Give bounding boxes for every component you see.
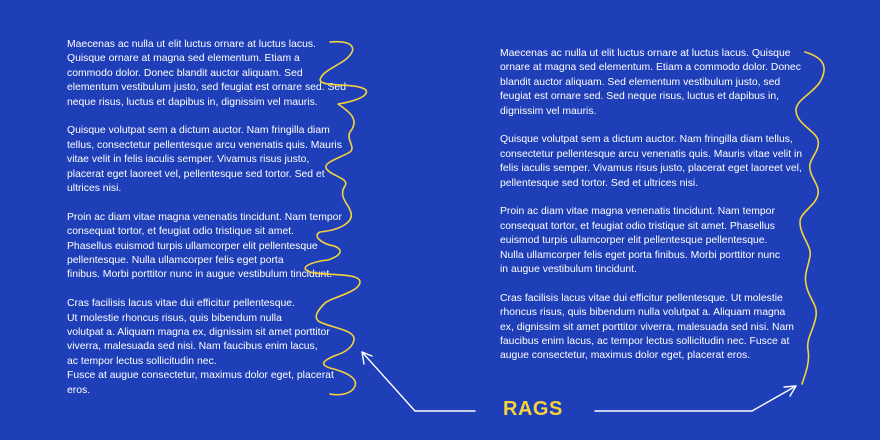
left-text-line: eros. xyxy=(67,384,91,396)
ragged-text-column-right xyxy=(500,47,825,378)
left-text-line: Proin ac diam vitae magna venenatis tincidunt. Nam tempor xyxy=(67,211,342,223)
right-text-line: feugiat est ornare sed. Sed neque risus, luctus et dapibus in, xyxy=(500,91,779,103)
right-paragraph xyxy=(500,292,825,364)
left-paragraph xyxy=(67,124,367,196)
right-text-line: pellentesque sed tortor. Sed et ultrices nisi. xyxy=(500,177,699,189)
arrow-right xyxy=(595,386,796,411)
rags-label: RAGS xyxy=(503,398,563,420)
arrow-left xyxy=(362,352,475,411)
right-text-line: ornare at magna sed elementum. Etiam a commodo dolor. Donec xyxy=(500,62,801,74)
left-text-line: tellus, consectetur pellentesque arcu venenatis quis. Mauris xyxy=(67,139,342,151)
left-paragraph xyxy=(67,297,367,398)
left-text-line: commodo dolor. Donec blandit auctor aliquam. Sed xyxy=(67,67,303,79)
left-text-line: volutpat a. Aliquam magna ex, dignissim sit amet porttitor xyxy=(67,327,330,339)
right-text-line: euismod turpis ullamcorper elit pellentesque pellentesque. xyxy=(500,235,768,247)
left-text-line: Phasellus euismod turpis ullamcorper elit pellentesque xyxy=(67,240,318,252)
left-paragraph xyxy=(67,38,367,110)
right-text-line: felis iaculis semper. Vivamus risus justo, placerat eget laoreet vel, xyxy=(500,163,802,175)
right-text-line: in augue vestibulum tincidunt. xyxy=(500,264,637,276)
right-text-line: Maecenas ac nulla ut elit luctus ornare at luctus lacus. Quisque xyxy=(500,48,791,59)
left-text-line: Maecenas ac nulla ut elit luctus ornare at luctus lacus. xyxy=(67,39,316,50)
right-text-line: dignissim vel mauris. xyxy=(500,105,597,117)
right-text-line: Quisque volutpat sem a dictum auctor. Nam fringilla diam tellus, xyxy=(500,134,793,146)
left-text-line: consequat tortor, et feugiat odio tristique sit amet. xyxy=(67,226,294,238)
left-text-line: Quisque volutpat sem a dictum auctor. Nam fringilla diam xyxy=(67,125,330,137)
left-text-line: placerat eget laoreet vel, pellentesque sed tortor. Sed et xyxy=(67,168,325,180)
left-text-line: elementum vestibulum justo, sed feugiat est ornare sed. Sed xyxy=(67,82,346,94)
left-text-line: Cras facilisis lacus vitae dui efficitur pellentesque. xyxy=(67,298,295,310)
right-text-line: Cras facilisis lacus vitae dui efficitur pellentesque. Ut molestie xyxy=(500,292,783,304)
left-paragraph xyxy=(67,211,367,283)
right-text-line: faucibus enim lacus, ac tempor lectus sollicitudin nec. Fusce at xyxy=(500,336,790,348)
right-text-line: ex, dignissim sit amet porttitor viverra, malesuada sed nisi. Nam xyxy=(500,321,794,333)
left-text-line: viverra, malesuada sed nisi. Nam faucibus enim lacus, xyxy=(67,341,318,353)
right-text-line: augue consectetur, maximus dolor eget, placerat eros. xyxy=(500,350,751,362)
right-text-line: consectetur pellentesque arcu venenatis quis. Mauris vitae velit in xyxy=(500,148,803,160)
arrow-right-head xyxy=(784,386,796,396)
left-text-line: vitae velit in felis iaculis semper. Vivamus risus justo, xyxy=(67,154,310,166)
left-text-line: Fusce at augue consectetur, maximus dolor eget, placerat xyxy=(67,370,334,382)
left-text-line: pellentesque. Nulla ullamcorper felis eget porta xyxy=(67,255,284,267)
left-text-line: Ut molestie rhoncus risus, quis bibendum nulla xyxy=(67,312,282,324)
left-text-line: finibus. Morbi porttitor nunc in augue vestibulum tincidunt. xyxy=(67,269,333,281)
right-text-line: consequat tortor, et feugiat odio tristique sit amet. Phasellus xyxy=(500,220,775,232)
left-text-line: Quisque ornare at magna sed elementum. Etiam a xyxy=(67,53,300,65)
right-text-line: Nulla ullamcorper felis eget porta finibus. Morbi porttitor nunc xyxy=(500,249,781,261)
right-text-line: blandit auctor aliquam. Sed elementum vestibulum justo, sed xyxy=(500,76,781,88)
right-paragraph xyxy=(500,205,825,277)
left-text-line: neque risus, luctus et dapibus in, dignissim vel mauris. xyxy=(67,96,318,108)
left-text-line: ultrices nisi. xyxy=(67,183,122,195)
right-paragraph xyxy=(500,133,825,191)
ragged-text-column-left xyxy=(67,38,367,413)
right-paragraph xyxy=(500,47,825,119)
right-text-line: Proin ac diam vitae magna venenatis tincidunt. Nam tempor xyxy=(500,206,775,218)
right-text-line: rhoncus risus, quis bibendum nulla volutpat a. Aliquam magna xyxy=(500,307,786,319)
left-text-line: ac tempor lectus sollicitudin nec. xyxy=(67,355,217,367)
